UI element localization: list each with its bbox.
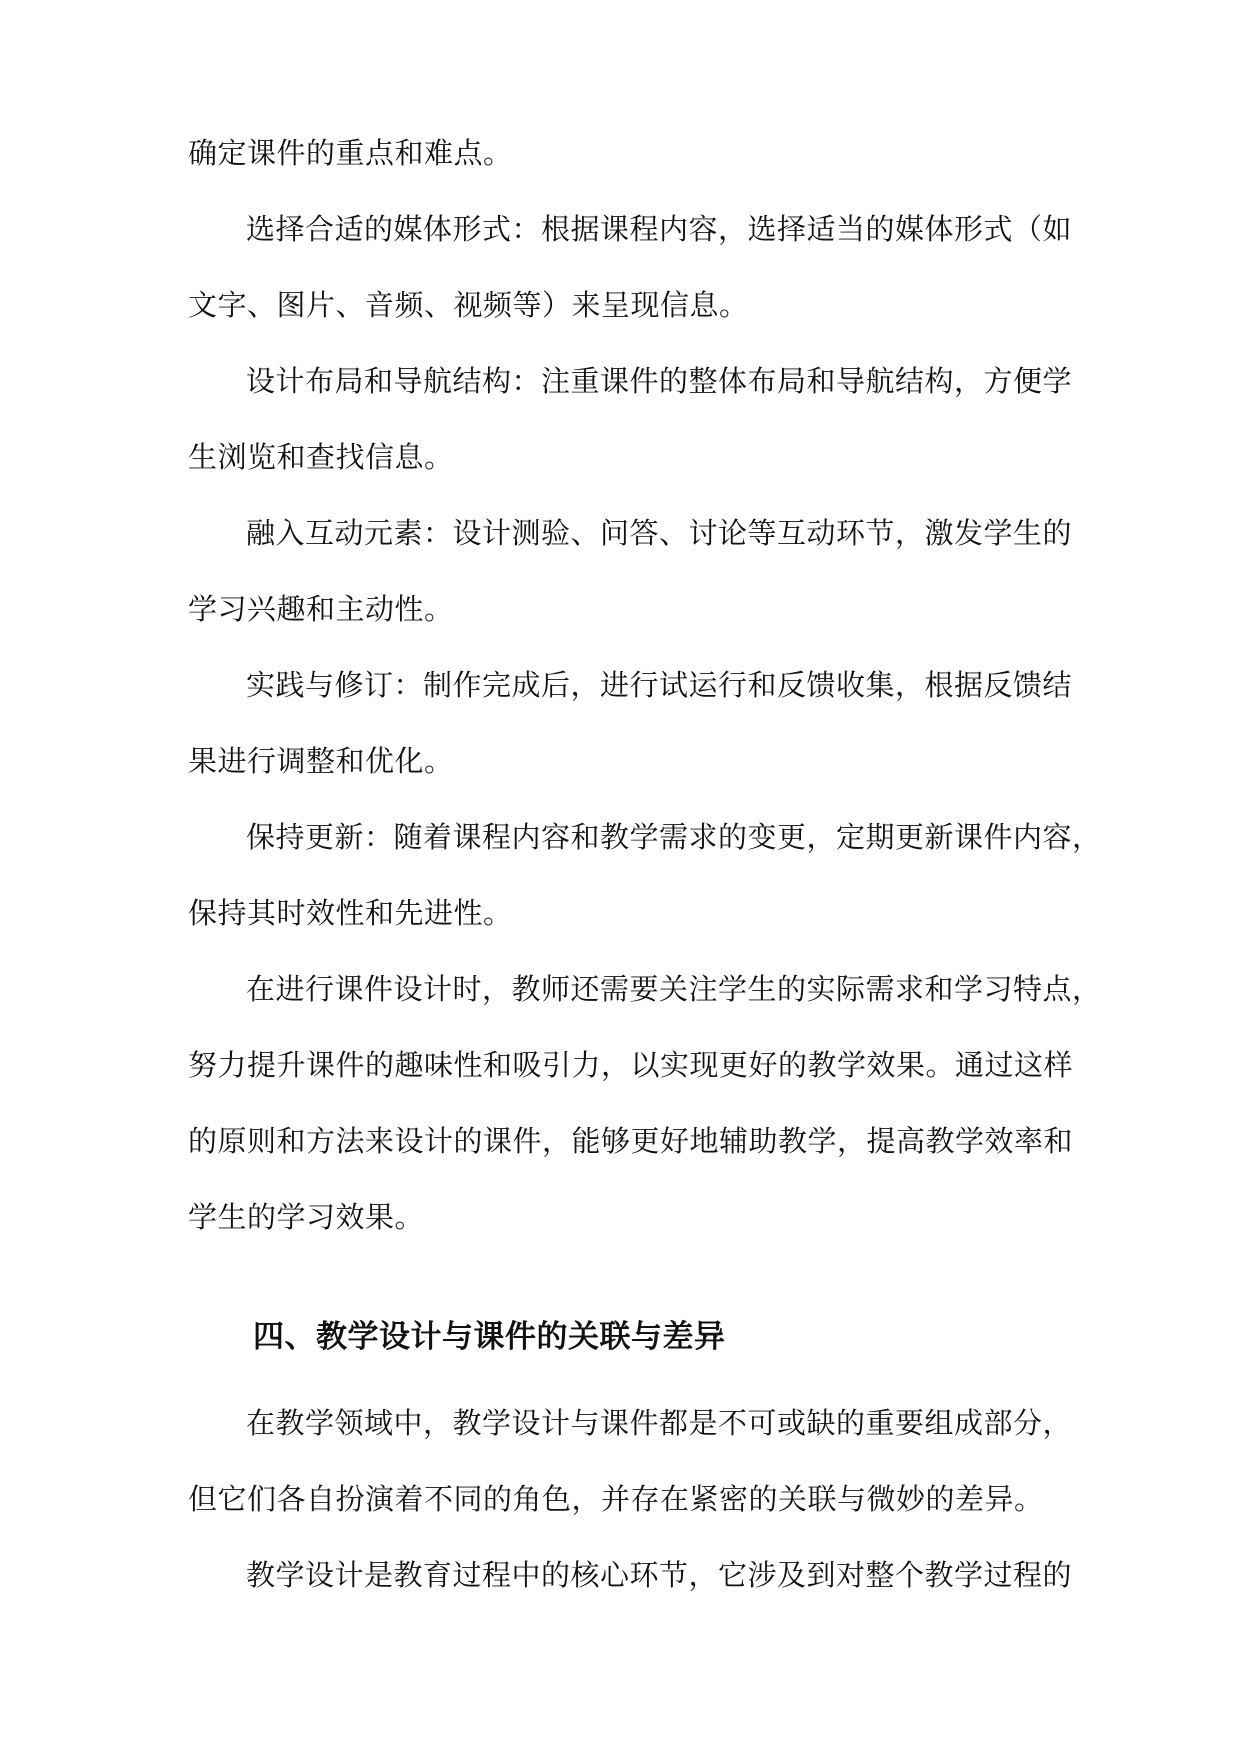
- text-line: 果进行调整和优化。: [188, 744, 454, 778]
- text-line: 的原则和方法来设计的课件，能够更好地辅助教学，提高教学效率和: [188, 1124, 1074, 1158]
- text-line: 学习兴趣和主动性。: [188, 592, 454, 626]
- text-line: 保持更新：随着课程内容和教学需求的变更，定期更新课件内容，: [246, 820, 1102, 854]
- text-line: 教学设计是教育过程中的核心环节，它涉及到对整个教学过程的: [246, 1558, 1073, 1592]
- text-line: 确定课件的重点和难点。: [188, 136, 513, 170]
- text-line: 设计布局和导航结构：注重课件的整体布局和导航结构，方便学: [246, 364, 1073, 398]
- text-line: 但它们各自扮演着不同的角色，并存在紧密的关联与微妙的差异。: [188, 1482, 1044, 1516]
- text-line: 努力提升课件的趣味性和吸引力，以实现更好的教学效果。通过这样: [188, 1048, 1074, 1082]
- section-heading: 四、教学设计与课件的关联与差异: [253, 1319, 726, 1355]
- text-line: 实践与修订：制作完成后，进行试运行和反馈收集，根据反馈结: [246, 668, 1073, 702]
- text-line: 选择合适的媒体形式：根据课程内容，选择适当的媒体形式（如: [246, 212, 1073, 246]
- text-line: 生浏览和查找信息。: [188, 440, 454, 474]
- text-line: 在进行课件设计时，教师还需要关注学生的实际需求和学习特点，: [246, 972, 1102, 1006]
- text-line: 文字、图片、音频、视频等）来呈现信息。: [188, 288, 749, 322]
- text-line: 学生的学习效果。: [188, 1200, 425, 1234]
- text-line: 保持其时效性和先进性。: [188, 896, 513, 930]
- text-line: 在教学领域中，教学设计与课件都是不可或缺的重要组成部分，: [246, 1406, 1073, 1440]
- text-line: 融入互动元素：设计测验、问答、讨论等互动环节，激发学生的: [246, 516, 1073, 550]
